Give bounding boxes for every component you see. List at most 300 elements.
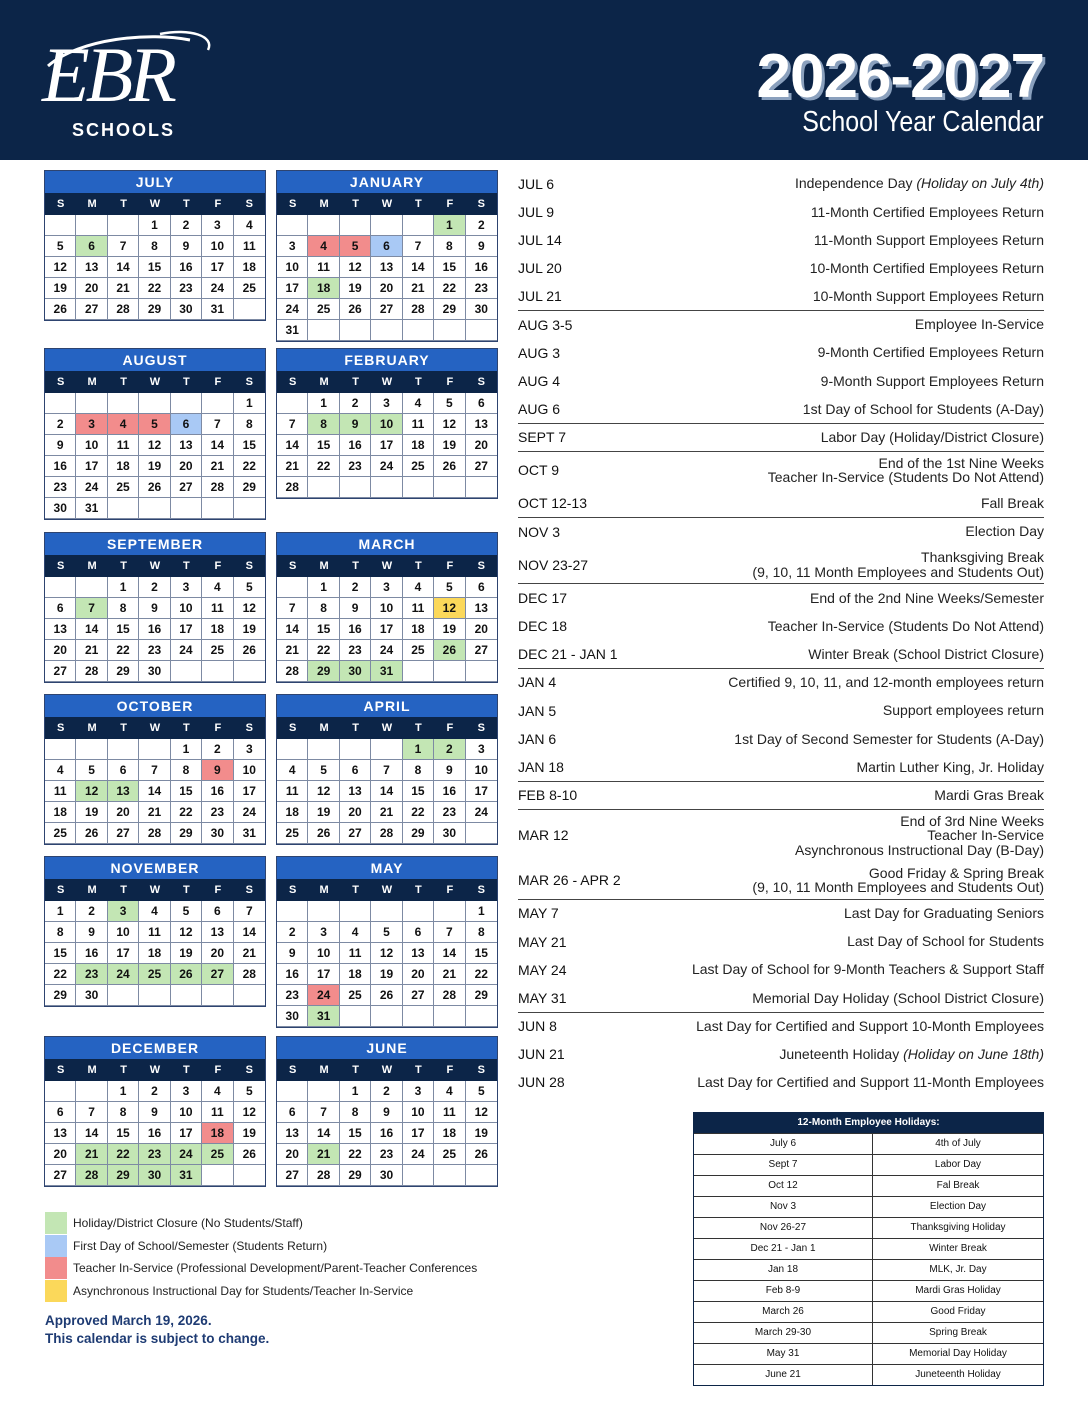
event-date: JUN 21	[518, 1046, 565, 1063]
holiday-name: MLK, Jr. Day	[929, 1264, 987, 1275]
month-name: MAY	[277, 857, 497, 879]
weekday-letter: T	[352, 722, 359, 734]
day-cell: 28	[76, 661, 107, 682]
day-cell: 27	[340, 823, 371, 844]
weekday-letter: T	[415, 560, 422, 572]
empty-day-cell	[403, 1006, 434, 1027]
event-description-line	[688, 991, 1044, 1006]
day-cell: 8	[45, 922, 76, 943]
day-cell: 8	[234, 414, 265, 435]
day-cell: 3	[76, 414, 107, 435]
empty-day-cell	[139, 985, 170, 1006]
day-cell: 1	[308, 393, 339, 414]
empty-day-cell	[76, 739, 107, 760]
weekday-letter: M	[87, 884, 97, 896]
weekday-letter: M	[319, 1064, 329, 1076]
day-cell: 11	[340, 943, 371, 964]
day-cell: 11	[139, 922, 170, 943]
day-cell: 29	[434, 299, 465, 320]
day-cell: 20	[466, 619, 497, 640]
event-date: MAR 26 - APR 2	[518, 872, 621, 889]
day-cell: 3	[171, 1081, 202, 1102]
empty-day-cell	[403, 215, 434, 236]
empty-day-cell	[45, 393, 76, 414]
day-cell: 29	[171, 823, 202, 844]
day-cell: 17	[277, 278, 308, 299]
event-date: AUG 4	[518, 372, 561, 389]
event-description-line	[688, 619, 1044, 634]
event-row	[518, 339, 1044, 367]
day-cell: 12	[434, 598, 465, 619]
weekday-letter: S	[477, 198, 485, 210]
day-cell: 8	[403, 760, 434, 781]
weekday-letter: S	[245, 722, 253, 734]
day-cell: 8	[108, 1102, 139, 1123]
legend-item	[45, 1257, 477, 1280]
holiday-row	[694, 1217, 1043, 1238]
weekday-letter: W	[381, 884, 393, 896]
day-cell: 8	[108, 598, 139, 619]
day-cell: 4	[202, 1081, 233, 1102]
day-cell: 21	[234, 943, 265, 964]
event-date: AUG 6	[518, 401, 561, 418]
event-description	[688, 1047, 1044, 1062]
day-cell: 26	[308, 823, 339, 844]
event-description-line	[688, 866, 1044, 881]
day-cell: 9	[340, 414, 371, 435]
legend-swatch	[45, 1280, 67, 1302]
weekday-letter: T	[183, 560, 190, 572]
month-october	[44, 694, 266, 845]
day-cell: 3	[308, 922, 339, 943]
day-cell: 13	[340, 781, 371, 802]
day-cell: 15	[45, 943, 76, 964]
holiday-date: Nov 3	[694, 1197, 873, 1217]
legend-item	[45, 1212, 477, 1235]
day-cell: 4	[340, 922, 371, 943]
day-cell: 27	[371, 299, 402, 320]
weekday-letter: T	[120, 884, 127, 896]
empty-day-cell	[403, 901, 434, 922]
day-cell: 2	[76, 901, 107, 922]
empty-day-cell	[76, 215, 107, 236]
day-cell: 21	[139, 802, 170, 823]
day-cell: 13	[108, 781, 139, 802]
day-cell: 23	[277, 985, 308, 1006]
day-cell: 30	[434, 823, 465, 844]
weekday-letter: S	[57, 376, 65, 388]
day-cell: 19	[234, 619, 265, 640]
month-name: JANUARY	[277, 171, 497, 193]
day-cell: 19	[45, 278, 76, 299]
day-cell: 26	[139, 477, 170, 498]
holiday-row	[694, 1322, 1043, 1343]
empty-day-cell	[171, 985, 202, 1006]
day-cell: 28	[76, 1165, 107, 1186]
event-row	[518, 283, 1044, 311]
day-grid	[277, 577, 497, 682]
day-cell: 13	[403, 943, 434, 964]
empty-day-cell	[308, 1081, 339, 1102]
event-date: FEB 8-10	[518, 787, 578, 804]
event-description	[688, 1019, 1044, 1034]
weekday-letter: M	[319, 376, 329, 388]
event-row	[518, 170, 1044, 198]
day-cell: 8	[340, 1102, 371, 1123]
day-cell: 5	[434, 577, 465, 598]
weekday-header	[45, 717, 265, 739]
day-cell: 26	[234, 640, 265, 661]
event-description	[688, 374, 1044, 389]
weekday-letter: T	[183, 722, 190, 734]
day-cell: 26	[340, 299, 371, 320]
day-cell: 15	[139, 257, 170, 278]
day-cell: 26	[434, 456, 465, 477]
weekday-header	[45, 555, 265, 577]
event-description-text: 1st Day of School for Students (A-Day)	[802, 400, 1044, 417]
event-description-text: Thanksgiving Break	[921, 549, 1044, 566]
weekday-letter: M	[319, 884, 329, 896]
event-description-line	[688, 591, 1044, 606]
empty-day-cell	[76, 577, 107, 598]
day-cell: 22	[308, 640, 339, 661]
empty-day-cell	[234, 299, 265, 320]
day-cell: 7	[371, 760, 402, 781]
day-cell: 26	[76, 823, 107, 844]
day-cell: 12	[234, 1102, 265, 1123]
weekday-letter: T	[183, 1064, 190, 1076]
weekday-header	[277, 555, 497, 577]
month-august	[44, 348, 266, 520]
weekday-header	[277, 371, 497, 393]
day-cell: 28	[403, 299, 434, 320]
event-row	[518, 641, 1044, 669]
empty-day-cell	[202, 393, 233, 414]
holiday-date: Feb 8-9	[694, 1281, 873, 1301]
day-cell: 25	[108, 477, 139, 498]
day-cell: 31	[234, 823, 265, 844]
day-cell: 15	[308, 435, 339, 456]
event-date: OCT 12-13	[518, 495, 587, 512]
event-description	[688, 345, 1044, 360]
day-cell: 11	[45, 781, 76, 802]
day-cell: 28	[434, 985, 465, 1006]
event-description-line	[688, 934, 1044, 949]
holiday-date: Sept 7	[694, 1155, 873, 1175]
day-cell: 29	[340, 1165, 371, 1186]
weekday-letter: T	[120, 560, 127, 572]
weekday-letter: S	[477, 722, 485, 734]
empty-day-cell	[308, 739, 339, 760]
weekday-letter: T	[352, 884, 359, 896]
day-grid	[45, 739, 265, 844]
day-cell: 7	[308, 1102, 339, 1123]
holiday-name: Juneteenth Holiday	[915, 1369, 1001, 1380]
approved-date: Approved March 19, 2026.	[45, 1313, 212, 1328]
weekday-letter: S	[57, 1064, 65, 1076]
day-cell: 21	[76, 640, 107, 661]
day-cell: 29	[403, 823, 434, 844]
day-cell: 10	[308, 943, 339, 964]
empty-day-cell	[466, 823, 497, 844]
day-cell: 24	[171, 640, 202, 661]
day-grid	[277, 393, 497, 498]
day-cell: 10	[466, 760, 497, 781]
weekday-letter: W	[149, 560, 161, 572]
day-cell: 18	[45, 802, 76, 823]
day-cell: 26	[234, 1144, 265, 1165]
month-july	[44, 170, 266, 321]
day-cell: 1	[45, 901, 76, 922]
empty-day-cell	[403, 1165, 434, 1186]
day-cell: 15	[234, 435, 265, 456]
weekday-letter: F	[214, 722, 222, 734]
event-description-line	[688, 843, 1044, 858]
day-cell: 14	[403, 257, 434, 278]
empty-day-cell	[202, 1165, 233, 1186]
day-cell: 30	[76, 985, 107, 1006]
event-row	[518, 753, 1044, 781]
day-cell: 15	[340, 1123, 371, 1144]
day-cell: 13	[171, 435, 202, 456]
weekday-letter: T	[120, 376, 127, 388]
day-cell: 17	[171, 619, 202, 640]
holiday-name: Good Friday	[930, 1306, 986, 1317]
weekday-letter: T	[120, 198, 127, 210]
day-cell: 19	[434, 619, 465, 640]
event-description	[688, 934, 1044, 949]
empty-day-cell	[340, 320, 371, 341]
day-cell: 1	[434, 215, 465, 236]
day-cell: 6	[340, 760, 371, 781]
day-cell: 16	[277, 964, 308, 985]
day-cell: 3	[234, 739, 265, 760]
event-row	[518, 612, 1044, 640]
day-cell: 6	[466, 577, 497, 598]
day-cell: 18	[202, 1123, 233, 1144]
day-cell: 6	[466, 393, 497, 414]
event-description-text: Employee In-Service	[914, 316, 1044, 333]
event-description-text: Certified 9, 10, 11, and 12-month employees return	[728, 674, 1044, 691]
empty-day-cell	[139, 393, 170, 414]
holiday-name: Thanksgiving Holiday	[910, 1222, 1006, 1233]
day-cell: 8	[139, 236, 170, 257]
day-cell: 12	[466, 1102, 497, 1123]
day-cell: 18	[202, 619, 233, 640]
day-cell: 25	[340, 985, 371, 1006]
event-description	[688, 962, 1044, 977]
day-cell: 16	[45, 456, 76, 477]
day-cell: 3	[277, 236, 308, 257]
event-description-text: Asynchronous Instructional Day (B-Day)	[795, 841, 1044, 858]
holiday-row	[694, 1280, 1043, 1301]
empty-day-cell	[403, 320, 434, 341]
day-cell: 28	[108, 299, 139, 320]
event-description-line	[688, 565, 1044, 580]
day-cell: 12	[139, 435, 170, 456]
weekday-letter: S	[245, 560, 253, 572]
event-date: JUN 8	[518, 1018, 557, 1035]
empty-day-cell	[308, 477, 339, 498]
month-name: JULY	[45, 171, 265, 193]
day-cell: 5	[171, 901, 202, 922]
day-cell: 15	[108, 619, 139, 640]
day-cell: 9	[139, 1102, 170, 1123]
day-cell: 13	[277, 1123, 308, 1144]
event-description-line	[688, 524, 1044, 539]
day-cell: 25	[403, 456, 434, 477]
day-cell: 18	[403, 435, 434, 456]
day-cell: 19	[171, 943, 202, 964]
legend-label: Teacher In-Service (Professional Development/Parent-Teacher Conferences	[73, 1261, 478, 1276]
day-cell: 14	[277, 435, 308, 456]
day-cell: 27	[202, 964, 233, 985]
event-description-line	[688, 1047, 1044, 1062]
day-cell: 12	[371, 943, 402, 964]
empty-day-cell	[108, 985, 139, 1006]
holiday-date: Jan 18	[694, 1260, 873, 1280]
event-description-line	[688, 317, 1044, 332]
day-cell: 12	[308, 781, 339, 802]
empty-day-cell	[76, 393, 107, 414]
weekday-letter: W	[149, 198, 161, 210]
day-cell: 4	[308, 236, 339, 257]
day-cell: 7	[76, 598, 107, 619]
day-cell: 6	[277, 1102, 308, 1123]
day-cell: 10	[76, 435, 107, 456]
month-name: DECEMBER	[45, 1037, 265, 1059]
month-name: JUNE	[277, 1037, 497, 1059]
day-cell: 18	[139, 943, 170, 964]
empty-day-cell	[45, 739, 76, 760]
day-cell: 9	[139, 598, 170, 619]
weekday-letter: M	[87, 198, 97, 210]
event-note: (Holiday on July 4th)	[916, 175, 1044, 192]
day-cell: 2	[139, 1081, 170, 1102]
day-cell: 24	[403, 1144, 434, 1165]
day-cell: 19	[308, 802, 339, 823]
event-description	[688, 703, 1044, 718]
empty-day-cell	[45, 577, 76, 598]
weekday-letter: S	[245, 198, 253, 210]
day-cell: 13	[466, 414, 497, 435]
event-date: JUL 6	[518, 175, 555, 192]
day-cell: 20	[171, 456, 202, 477]
day-cell: 16	[139, 619, 170, 640]
day-cell: 20	[45, 640, 76, 661]
day-cell: 10	[371, 598, 402, 619]
day-cell: 6	[371, 236, 402, 257]
weekday-header	[45, 879, 265, 901]
day-cell: 27	[171, 477, 202, 498]
event-description	[688, 524, 1044, 539]
day-cell: 2	[371, 1081, 402, 1102]
day-cell: 6	[202, 901, 233, 922]
event-description	[688, 732, 1044, 747]
day-cell: 20	[403, 964, 434, 985]
day-cell: 31	[171, 1165, 202, 1186]
day-cell: 5	[139, 414, 170, 435]
month-name: SEPTEMBER	[45, 533, 265, 555]
day-cell: 29	[234, 477, 265, 498]
event-row	[518, 928, 1044, 956]
day-cell: 4	[434, 1081, 465, 1102]
event-description	[688, 317, 1044, 332]
event-date: NOV 23-27	[518, 556, 589, 573]
day-cell: 14	[139, 781, 170, 802]
holiday-row	[694, 1238, 1043, 1259]
day-cell: 5	[434, 393, 465, 414]
weekday-letter: S	[289, 884, 297, 896]
day-cell: 9	[466, 236, 497, 257]
event-description-text: Last Day for Graduating Seniors	[844, 905, 1044, 922]
day-cell: 3	[466, 739, 497, 760]
day-cell: 30	[139, 661, 170, 682]
event-description-text: Last Day for Certified and Support 10-Month Employees	[696, 1017, 1044, 1034]
day-cell: 13	[76, 257, 107, 278]
event-description-text: Juneteenth Holiday	[779, 1046, 900, 1063]
legend-item	[45, 1280, 477, 1303]
event-row	[518, 255, 1044, 283]
day-cell: 7	[108, 236, 139, 257]
empty-day-cell	[45, 215, 76, 236]
event-row	[518, 782, 1044, 810]
event-description-text: (9, 10, 11 Month Employees and Students Out)	[752, 563, 1044, 580]
day-cell: 30	[277, 1006, 308, 1027]
day-cell: 11	[108, 435, 139, 456]
weekday-letter: W	[381, 376, 393, 388]
empty-day-cell	[340, 477, 371, 498]
day-cell: 1	[234, 393, 265, 414]
legend-label: First Day of School/Semester (Students Return)	[73, 1238, 328, 1253]
empty-day-cell	[202, 985, 233, 1006]
event-date: DEC 18	[518, 618, 568, 635]
day-cell: 7	[434, 922, 465, 943]
month-name: FEBRUARY	[277, 349, 497, 371]
day-cell: 4	[403, 577, 434, 598]
event-row	[518, 490, 1044, 518]
day-cell: 23	[76, 964, 107, 985]
event-date: DEC 21 - JAN 1	[518, 646, 618, 663]
day-cell: 5	[234, 577, 265, 598]
event-description	[688, 906, 1044, 921]
event-row	[518, 424, 1044, 452]
day-cell: 16	[76, 943, 107, 964]
weekday-letter: T	[415, 198, 422, 210]
day-cell: 21	[108, 278, 139, 299]
empty-day-cell	[434, 1165, 465, 1186]
day-cell: 7	[234, 901, 265, 922]
month-january	[276, 170, 498, 342]
event-description-text: (9, 10, 11 Month Employees and Students Out)	[752, 879, 1044, 896]
day-cell: 12	[171, 922, 202, 943]
holiday-row	[694, 1196, 1043, 1217]
weekday-letter: W	[149, 1064, 161, 1076]
weekday-letter: T	[415, 1064, 422, 1076]
day-cell: 8	[171, 760, 202, 781]
day-cell: 29	[139, 299, 170, 320]
day-cell: 24	[76, 477, 107, 498]
day-grid	[45, 393, 265, 519]
empty-day-cell	[108, 215, 139, 236]
day-cell: 24	[277, 299, 308, 320]
weekday-header	[277, 717, 497, 739]
event-description-line	[688, 402, 1044, 417]
day-cell: 21	[434, 964, 465, 985]
event-description	[688, 205, 1044, 220]
legend-item	[45, 1235, 477, 1258]
day-cell: 25	[277, 823, 308, 844]
